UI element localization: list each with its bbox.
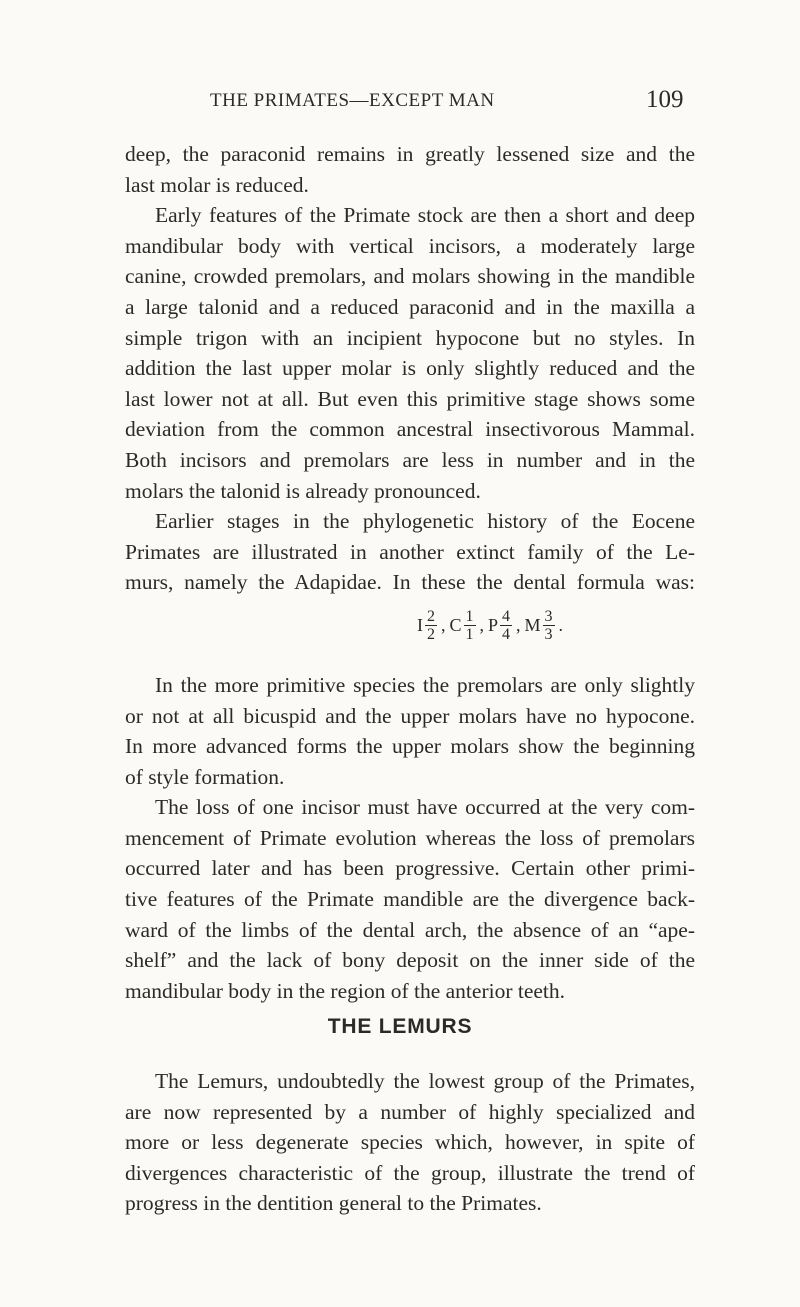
formula-symbol-canine: C xyxy=(449,615,462,636)
text-line: mencement of Primate evolution whereas the loss of premolars xyxy=(125,825,695,850)
text-line: In more advanced forms the upper molars show the beginning xyxy=(125,734,695,759)
text-line: Earlier stages in the phylogenetic history of the Eocene xyxy=(155,509,695,534)
text-line: mandibular body with vertical incisors, a moderately large xyxy=(125,233,695,258)
text-line: The Lemurs, undoubtedly the lowest group of the Primates, xyxy=(155,1069,695,1093)
running-head xyxy=(0,86,800,116)
text-line: simple trigon with an incipient hypocone but no styles. In xyxy=(125,325,695,350)
paragraph-incisor-loss xyxy=(125,792,695,1006)
dental-formula: I $\frac{2}{2}$ , C $\frac{1}{1}$ , P $\frac{4}{4}$ , M $\frac{3}{3}$ . xyxy=(417,607,564,643)
formula-fraction-premolar: $\frac{4}{4}$ xyxy=(502,607,511,643)
paragraph-early-features xyxy=(125,200,695,506)
text-line: addition the last upper molar is only slightly reduced and the xyxy=(125,356,695,381)
main-text xyxy=(125,139,695,1006)
text-line: of style formation. xyxy=(125,764,285,789)
paragraph-primitive-species xyxy=(125,670,695,792)
text-line: deviation from the common ancestral insectivorous Mammal. xyxy=(125,417,695,442)
text-line: progress in the dentition general to the Primates. xyxy=(125,1191,542,1216)
text-line: shelf” and the lack of bony deposit on the inner side of the xyxy=(125,948,695,973)
text-line: deep, the paraconid remains in greatly lessened size and the xyxy=(125,142,695,166)
text-line: murs, namely the Adapidae. In these the dental formula was: xyxy=(125,570,695,595)
text-line: more or less degenerate species which, however, in spite of xyxy=(125,1130,695,1155)
text-line: a large talonid and a reduced paraconid and in the maxilla a xyxy=(125,294,695,319)
text-line: last molar is reduced. xyxy=(125,172,309,197)
text-line: last lower not at all. But even this primitive stage shows some xyxy=(125,386,695,411)
text-line: occurred later and has been progressive. Certain other primi- xyxy=(125,856,695,881)
text-line: canine, crowded premolars, and molars showing in the mandible xyxy=(125,264,695,289)
text-line: In the more primitive species the premolars are only slightly xyxy=(155,672,695,697)
paragraph-earlier-stages xyxy=(125,506,695,598)
section-heading: THE LEMURS xyxy=(327,1015,473,1038)
running-title: THE PRIMATES—EXCEPT MAN xyxy=(210,90,495,111)
formula-symbol-molar: M xyxy=(524,615,541,636)
text-line: The loss of one incisor must have occurred at the very com- xyxy=(155,795,695,820)
text-line: tive features of the Primate mandible are the divergence back- xyxy=(125,887,695,912)
formula-fraction-canine: $\frac{1}{1}$ xyxy=(465,607,474,643)
text-line: divergences characteristic of the group, illustrate the trend of xyxy=(125,1160,695,1185)
formula-symbol-incisor: I xyxy=(417,615,423,636)
formula-fraction-incisor: $\frac{2}{2}$ xyxy=(427,607,435,643)
text-line: ward of the limbs of the dental arch, the absence of an “ape- xyxy=(125,917,695,942)
text-line: mandibular body in the region of the anterior teeth. xyxy=(125,978,566,1003)
text-line: Primates are illustrated in another extinct family of the Le- xyxy=(125,539,695,564)
page-number: 109 xyxy=(646,86,684,113)
formula-symbol-premolar: P xyxy=(488,615,499,636)
paragraph-continued xyxy=(125,139,695,200)
formula-fraction-molar: $\frac{3}{3}$ xyxy=(544,607,553,643)
text-line: or not at all bicuspid and the upper molars have no hypocone. xyxy=(125,703,695,728)
section-text xyxy=(125,1066,695,1219)
text-line: are now represented by a number of highly specialized and xyxy=(125,1099,695,1124)
text-line: molars the talonid is already pronounced. xyxy=(125,478,481,503)
text-line: Both incisors and premolars are less in number and in the xyxy=(125,447,695,472)
text-line: Early features of the Primate stock are then a short and deep xyxy=(155,203,695,228)
